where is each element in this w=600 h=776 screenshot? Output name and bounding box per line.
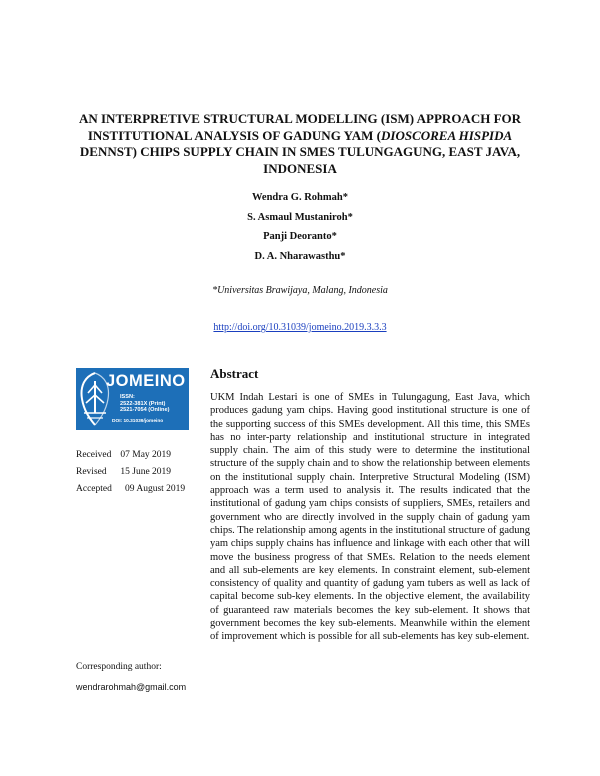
revised-date: 15 June 2019 bbox=[120, 467, 172, 477]
title-text-1: AN INTERPRETIVE STRUCTURAL MODELLING (ISM) APPROACH FOR INSTITUTIONAL ANALYSIS OF GADUNG YAM ( bbox=[78, 111, 522, 143]
issn-print: 2522-381X (Print) bbox=[120, 400, 166, 407]
author-name: Wendra G. Rohmah* bbox=[252, 192, 348, 203]
corresponding-author-label: Corresponding author: bbox=[76, 662, 162, 672]
received-date-row bbox=[76, 447, 185, 464]
journal-logo bbox=[76, 368, 189, 430]
revised-label: Revised bbox=[76, 467, 107, 477]
paper-title bbox=[60, 111, 540, 177]
author-name: S. Asmaul Mustaniroh* bbox=[247, 211, 353, 223]
accepted-label: Accepted bbox=[76, 484, 112, 494]
accepted-date: 09 August 2019 bbox=[125, 484, 186, 494]
journal-issn bbox=[120, 394, 169, 414]
article-dates bbox=[76, 447, 185, 498]
journal-doi-bar: DOI: 10.31039/jomeino bbox=[112, 419, 164, 424]
abstract-heading: Abstract bbox=[210, 366, 259, 381]
title-text-2: DENNST) CHIPS SUPPLY CHAIN IN SMES TULUNGAGUNG, EAST JAVA, INDONESIA bbox=[79, 144, 521, 176]
title-italic-species: DIOSCOREA HISPIDA bbox=[381, 127, 513, 143]
received-label: Received bbox=[76, 450, 112, 460]
journal-name: JOMEINO bbox=[106, 372, 186, 390]
author-list bbox=[150, 188, 450, 266]
issn-online: 2521-7054 (Online) bbox=[120, 407, 170, 414]
revised-date-row bbox=[76, 464, 185, 481]
issn-label: ISSN: bbox=[120, 394, 135, 400]
author-name: D. A. Nharawasthu* bbox=[254, 250, 346, 262]
corresponding-email: wendrarohmah@gmail.com bbox=[76, 682, 187, 692]
received-date: 07 May 2019 bbox=[120, 450, 172, 460]
abstract-body: UKM Indah Lestari is one of SMEs in Tulungagung, East Java, which produces gadung yam chips. Having good institutional structure is one of the supporting success of this SMEs development. All this time, this SMEs has no inter-party relationship and institutional structure in integrated supply chain. The aim of this study were to determine the institutional structure of the supply chain and to show the relationship between elements on the institutional supply chain. Interpretive Structural Modeling (ISM) approach was a term used to analysis it. The results indicated that the institutional of gadung yam chips consists of suppliers, SMEs, retailers and government who are directly involved in the supply chain of gadung yam chips. The relationship among agents in the institutional structure of gadung yam chips supply chains has influence and linkage with each other that will move the business progress of that SMEs. Relation to the needs element and all sub-elements are key elements. In constraint element, sub-element consistency of quality and quantity of gadung yam tubers as well as lack of capital become sub-key elements. In the objective element, the availability of guaranteed raw materials becomes the key sub-element. It shows that government becomes the key sub-elements. Meanwhile within the element of improvement which is possible for all sub-elements has key sub-element. bbox=[210, 392, 530, 643]
author-name: Panji Deoranto* bbox=[263, 231, 337, 242]
accepted-date-row bbox=[76, 481, 185, 498]
affiliation: *Universitas Brawijaya, Malang, Indonesia bbox=[212, 285, 388, 296]
doi-link[interactable]: http://doi.org/10.31039/jomeino.2019.3.3.3 bbox=[213, 322, 387, 333]
